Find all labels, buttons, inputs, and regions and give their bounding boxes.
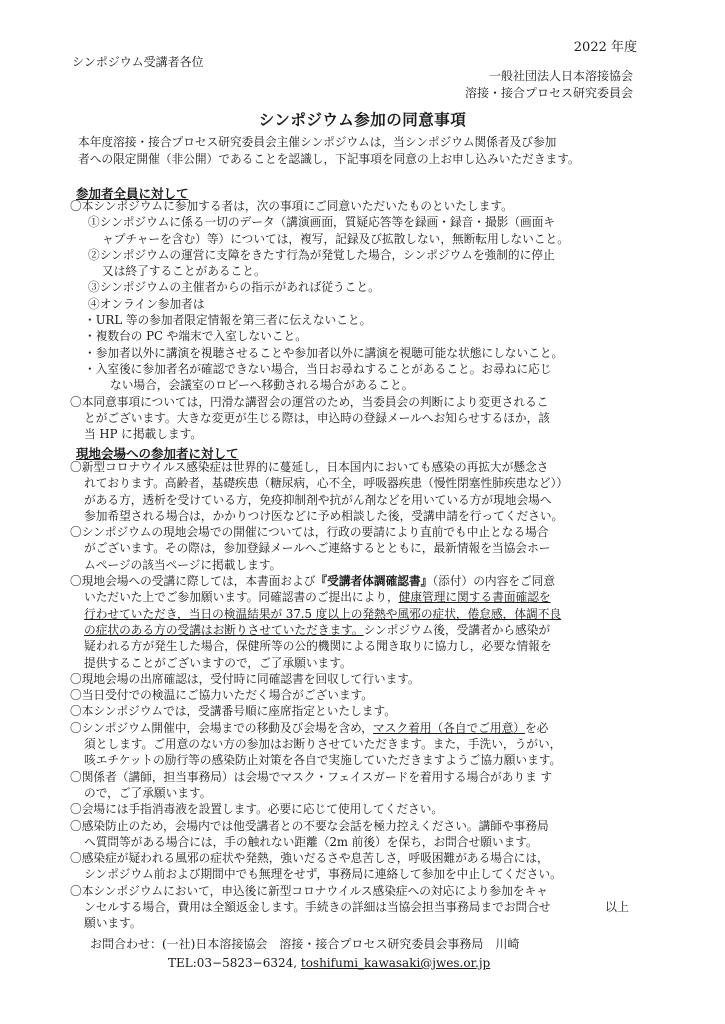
underlined-text: マスク着用（各自でご用意） (373, 720, 525, 735)
underlined-text: 健康管理に関する書面確認を (398, 590, 551, 605)
text-line: ・入室後に参加者名が確認できない場合，当日お尋ねすることがあること。お尋ねに応じ (84, 361, 552, 376)
text-line: 〇新型コロナウイルス感染症は世界的に蔓延し，日本国内においても感染の再拡大が懸念さ (70, 460, 549, 474)
text-line: 又は終了することがあること。 (102, 264, 266, 279)
section-body-onsite-participants (70, 459, 568, 932)
closing-mark: 以上 (604, 900, 629, 914)
text-line: ・URL 等の参加者限定情報を第三者に伝えないこと。 (84, 313, 372, 328)
text-span: いただいた上でご参加願います。同確認書のご提出により， (84, 590, 399, 605)
text-span: （添付）の内容をご同意 (432, 574, 556, 589)
health-check-form-name: 『受講者体調確認書』 (315, 574, 433, 589)
fiscal-year: 2022 年度 (573, 40, 637, 55)
intro-paragraph (78, 134, 648, 167)
section-heading-onsite-participants: 現地会場への参加者に対して (76, 446, 239, 461)
underlined-text: の症状のある方の受講はお断りさせていただきます。 (84, 622, 364, 637)
text-span: 〇シンポジウム開催中，会場までの移動及び会場を含め， (70, 720, 373, 735)
text-line (70, 622, 568, 638)
committee-name: 溶接・接合プロセス研究委員会 (464, 86, 633, 100)
text-line (70, 720, 568, 736)
text-line: シンポジウム前および期間中でも無理をせず，事務局に連絡して参加を中止してください。 (84, 867, 562, 882)
text-line: 提供することがございますので，ご了承願います。 (84, 655, 352, 670)
org-name: 一般社団法人日本溶接協会 (488, 69, 633, 83)
text-line: 〇感染防止のため，会場内では他受講者との不要な会話を極力控えください。講師や事務局 (70, 818, 549, 833)
text-line: 〇シンポジウムの現地会場での開催については，行政の要請により直前でも中止となる場合 (70, 525, 549, 540)
recipient-line: シンポジウム受講者各位 (72, 55, 204, 69)
text-span: 〇現地会場への受講に際しては，本書面および (70, 574, 316, 589)
text-span: を必 (524, 720, 549, 735)
text-line: ので，ご了承願います。 (84, 785, 212, 800)
organization-block (465, 68, 633, 102)
text-line: 〇感染症が疑われる風邪の症状や発熱，強いだるさや息苦しさ，呼吸困難がある場合には， (70, 851, 549, 866)
text-line: 〇本シンポジウムに参加する者は，次の事項にご同意いただいたものといたします。 (70, 199, 513, 213)
contact-email-link[interactable]: toshifumi_kawasaki@jwes.or.jp (300, 956, 491, 970)
text-line: とがございます。大きな変更が生じる際は，申込時の登録メールへお知らせするほか，該 (84, 410, 550, 425)
text-line: 〇当日受付での検温にご協力いただく場合がございます。 (70, 688, 373, 703)
text-line: がある方，透析を受けている方，免疫抑制剤や抗がん剤などを用いている方が現地会場へ (84, 492, 552, 507)
section-heading-all-participants: 参加者全員に対して (76, 186, 189, 201)
intro-line: 者への限定開催（非公開）であることを認識し，下記事項を同意の上お申し込みいただきます。 (78, 151, 580, 166)
text-line: ①シンポジウムに係る一切のデータ（講演画面，質疑応答等を録画・録音・撮影（画面キ (88, 215, 556, 230)
text-line: ・複数台の PC や端末で入室しないこと。 (84, 329, 307, 344)
contact-block (90, 935, 519, 973)
contact-phone: TEL:03−5823−6324, (168, 956, 298, 970)
text-line: がございます。その際は，参加登録メールへご連絡するとともに，最新情報を当協会ホー (84, 541, 551, 556)
text-line: 〇現地会場の出席確認は，受付時に同確認書を回収して行います。 (70, 671, 420, 686)
text-line: 当 HP に掲載します。 (84, 427, 203, 442)
text-span: シンポジウム後，受講者から感染が (363, 622, 551, 637)
text-line: ④オンライン参加者は (88, 296, 205, 311)
text-line: 咳エチケットの励行等の感染防止対策を各自で実施していただきますようご協力願います。 (84, 753, 562, 768)
text-line: 〇本シンポジウムでは，受講番号順に座席指定といたします。 (70, 704, 396, 719)
text-line: ャプチャーを含む）等）については，複写，記録及び拡散しない，無断転用しないこと。 (102, 231, 569, 246)
contact-tel-line (90, 954, 519, 973)
underlined-text-line: 行わせていただき，当日の検温結果が 37.5 度以上の発熱や風邪の症状，倦怠感，体調不良 (84, 606, 562, 621)
text-line: 須とします。ご用意のない方の参加はお断りさせていただきます。また，手洗い，うがい， (84, 737, 562, 752)
text-line: 〇関係者（講師，担当事務局）は会場でマスク・フェイスガードを着用する場合がありま す (70, 769, 553, 784)
text-line: 願います。 (84, 916, 142, 931)
text-line: 〇会場には手指消毒液を設置します。必要に応じて使用してください。 (70, 802, 444, 817)
text-line: ない場合，会議室のロビーへ移動される場合があること。 (110, 378, 414, 393)
text-line: ③シンポジウムの主催者からの指示があれば従うこと。 (88, 280, 380, 295)
intro-line: 本年度溶接・接合プロセス研究委員会主催シンポジウムは，当シンポジウム関係者及び参加 (78, 135, 557, 149)
text-line: 疑われる方が発生した場合，保健所等の公的機関による聞き取りに協力し，必要な情報を (84, 639, 552, 654)
text-line: ムページの該当ページに掲載します。 (84, 557, 282, 572)
text-line: れております。高齢者，基礎疾患（糖尿病，心不全，呼吸器疾患（慢性閉塞性肺疾患など）） (84, 476, 569, 491)
text-line (70, 589, 568, 605)
text-line: ②シンポジウムの運営に支障をきたす行為が発覚した場合，シンポジウムを強制的に停止 (88, 247, 555, 262)
text-line: ンセルする場合，費用は全額返金します。手続きの詳細は当協会担当事務局までお問合せ (84, 900, 551, 915)
text-line: 〇本シンポジウムにおいて，申込後に新型コロナウイルス感染症への対応により参加をキャ (70, 883, 548, 898)
text-line: へ質問等がある場合には，手の触れない距離（2m 前後）を保ち，お問合せ願います。 (84, 834, 538, 849)
text-line: 参加希望される場合は，かかりつけ医などに予め相談した後，受講申請を行ってください。 (84, 508, 564, 523)
text-line (70, 573, 568, 589)
section-body-all-participants (70, 198, 569, 442)
text-line: 〇本同意事項については，円滑な講習会の運営のため，当委員会の判断により変更されるこ (70, 394, 549, 409)
text-line: ・参加者以外に講演を視聴させることや参加者以外に講演を視聴可能な状態にしないこと。 (84, 345, 564, 360)
contact-line: お問合わせ：(一社)日本溶接協会 溶接・接合プロセス研究委員会事務局 川崎 (90, 937, 520, 951)
document-title: シンポジウム参加の同意事項 (258, 110, 467, 129)
